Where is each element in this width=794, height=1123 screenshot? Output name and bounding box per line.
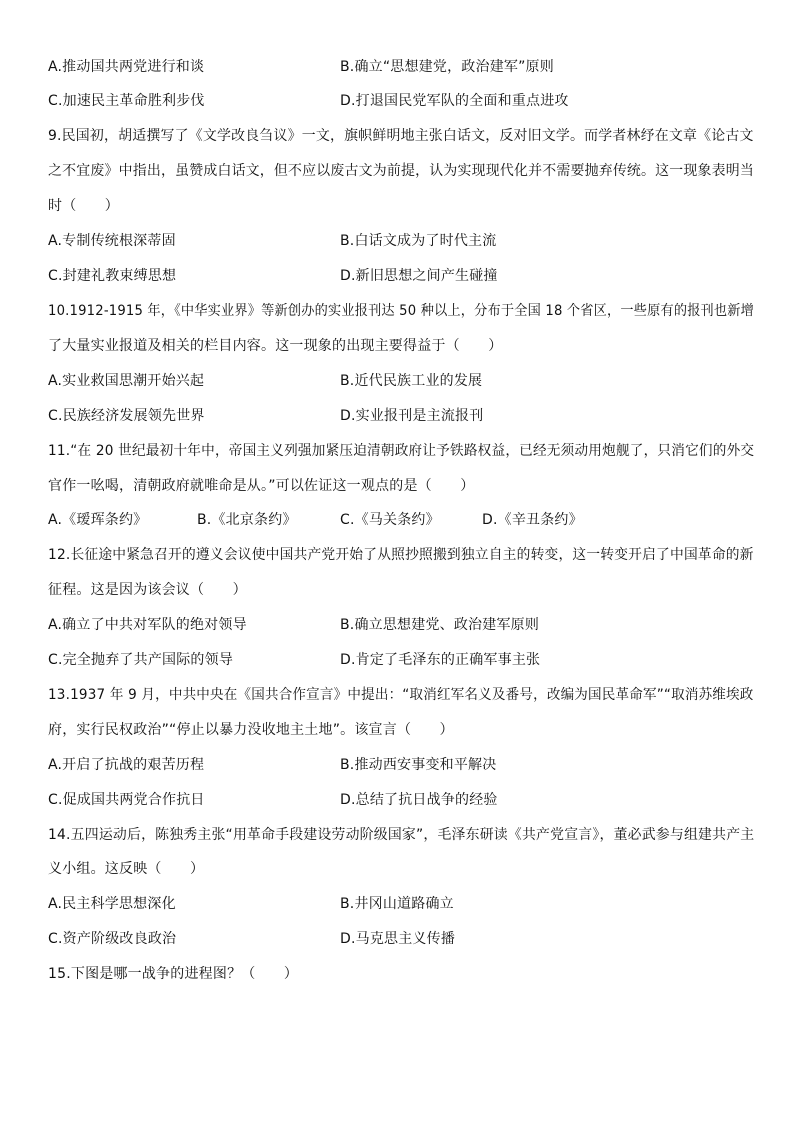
q13-option-a: A.开启了抗战的艰苦历程: [48, 757, 205, 773]
q13-option-d: D.总结了抗日战争的经验: [340, 792, 498, 808]
q10-option-d: D.实业报刊是主流报刊: [340, 408, 484, 424]
q12-option-d: D.肯定了毛泽东的正确军事主张: [340, 652, 541, 668]
q10-option-b: B.近代民族工业的发展: [340, 373, 483, 389]
q8-option-d: D.打退国民党军队的全面和重点进攻: [340, 93, 569, 109]
q12-option-b: B.确立思想建党、政治建军原则: [340, 617, 540, 633]
q11-option-c: C.《马关条约》: [340, 512, 440, 528]
q9-option-d: D.新旧思想之间产生碰撞: [340, 268, 498, 284]
q12-stem-line-2: 征程。这是因为该会议（ ）: [48, 582, 247, 598]
q15-stem-line-1: 15.下图是哪一战争的进程图？（ ）: [48, 966, 299, 982]
q14-stem-line-1: 14.五四运动后，陈独秀主张“用革命手段建设劳动阶级国家”，毛泽东研读《共产党宣言》，董必武参与组建共产主: [48, 827, 755, 843]
q8-option-a: A.推动国共两党进行和谈: [48, 59, 205, 75]
q14-option-c: C.资产阶级改良政治: [48, 931, 177, 947]
q9-option-b: B.白话文成为了时代主流: [340, 233, 497, 249]
q8-option-c: C.加速民主革命胜利步伐: [48, 93, 205, 109]
q11-option-b: B.《北京条约》: [197, 512, 297, 528]
q13-option-c: C.促成国共两党合作抗日: [48, 792, 205, 808]
q9-option-c: C.封建礼教束缚思想: [48, 268, 177, 284]
q13-stem-line-1: 13.1937 年 9 月，中共中央在《国共合作宣言》中提出：“取消红军名义及番号，改编为国民革命军”“取消苏维埃政: [48, 687, 754, 703]
q9-stem-line-1: 9.民国初，胡适撰写了《文学改良刍议》一文，旗帜鲜明地主张白话文，反对旧文学。而学者林纾在文章《论古文: [48, 128, 754, 144]
q11-option-a: A.《瑷珲条约》: [48, 512, 148, 528]
q10-stem-line-2: 了大量实业报道及相关的栏目内容。这一现象的出现主要得益于（ ）: [48, 338, 503, 354]
q9-stem-line-2: 之不宜废》中指出，虽赞成白话文，但不应以废古文为前提，认为实现现代化并不需要抛弃传统。这一现象表明当: [48, 163, 755, 179]
q12-option-c: C.完全抛弃了共产国际的领导: [48, 652, 234, 668]
q14-option-b: B.井冈山道路确立: [340, 896, 454, 912]
q14-option-a: A.民主科学思想深化: [48, 896, 176, 912]
q13-option-b: B.推动西安事变和平解决: [340, 757, 497, 773]
q10-option-c: C.民族经济发展领先世界: [48, 408, 205, 424]
q10-option-a: A.实业救国思潮开始兴起: [48, 373, 205, 389]
q13-stem-line-2: 府，实行民权政治”“停止以暴力没收地主土地”。该宣言（ ）: [48, 722, 454, 738]
q9-option-a: A.专制传统根深蒂固: [48, 233, 176, 249]
q12-option-a: A.确立了中共对军队的绝对领导: [48, 617, 247, 633]
q10-stem-line-1: 10.1912-1915 年，《中华实业界》等新创办的实业报刊达 50 种以上，分布于全国 18 个省区，一些原有的报刊也新增: [48, 303, 755, 319]
q8-option-b: B.确立“思想建党，政治建军”原则: [340, 59, 554, 75]
q14-stem-line-2: 义小组。这反映（ ）: [48, 861, 205, 877]
q9-stem-line-3: 时（ ）: [48, 198, 119, 214]
q14-option-d: D.马克思主义传播: [340, 931, 456, 947]
q11-option-d: D.《辛丑条约》: [482, 512, 583, 528]
q11-stem-line-2: 官作一吆喝，清朝政府就唯命是从。”可以佐证这一观点的是（ ）: [48, 478, 475, 494]
q12-stem-line-1: 12.长征途中紧急召开的遵义会议使中国共产党开始了从照抄照搬到独立自主的转变，这一转变开启了中国革命的新: [48, 547, 754, 563]
q11-stem-line-1: 11.“在 20 世纪最初十年中，帝国主义列强加紧压迫清朝政府让予铁路权益，已经无须动用炮舰了，只消它们的外交: [48, 443, 755, 459]
